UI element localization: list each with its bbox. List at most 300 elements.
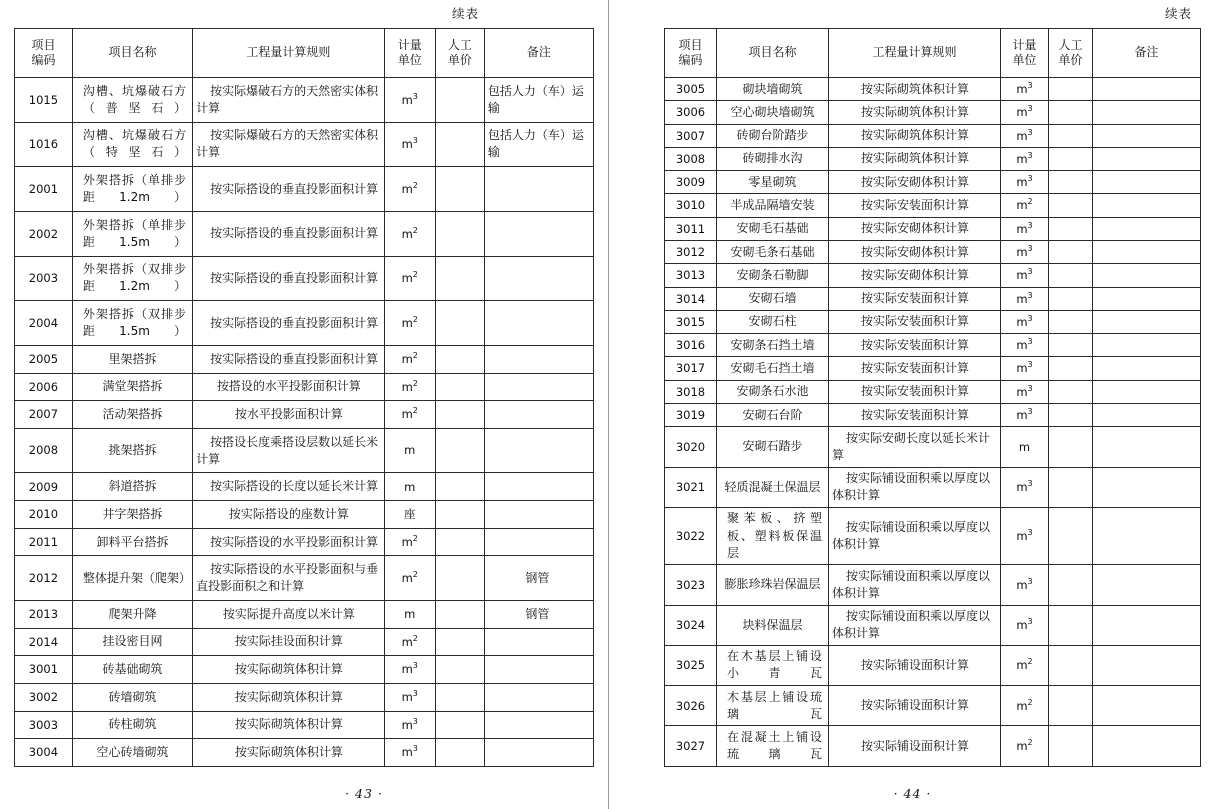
cell-labor-price (1049, 605, 1093, 645)
col-header-project-code-line2: 编码 (678, 53, 703, 67)
cell-project-code: 3002 (15, 683, 73, 711)
col-header-labor-price (1049, 29, 1093, 78)
cell-labor-price (435, 301, 484, 346)
cell-unit: $m^2$ (384, 256, 435, 301)
cell-project-code: 2009 (15, 473, 73, 501)
table-row (15, 473, 594, 501)
cell-project-code: 3022 (665, 507, 717, 564)
unit-exponent: 3 (1027, 528, 1033, 538)
unit-exponent: 3 (412, 91, 418, 101)
cell-unit: $m^2$ (384, 528, 435, 556)
table-row (665, 147, 1201, 170)
table-row (665, 686, 1201, 726)
cell-labor-price (1049, 357, 1093, 380)
table-row (665, 507, 1201, 564)
cell-unit: $m^3$ (1001, 605, 1049, 645)
cell-project-name: 斜道搭拆 (72, 473, 192, 501)
cell-project-code: 3018 (665, 380, 717, 403)
cell-labor-price (435, 122, 484, 167)
table-row (665, 124, 1201, 147)
cell-calculation-rule: 按实际爆破石方的天然密实体积计算 (193, 78, 385, 123)
cell-unit: $m^3$ (1001, 147, 1049, 170)
cell-project-name: 活动架搭拆 (72, 401, 192, 429)
table-body-right (665, 78, 1201, 767)
cell-calculation-rule: 按实际爆破石方的天然密实体积计算 (193, 122, 385, 167)
cell-remark (484, 345, 593, 373)
cell-project-name: 砖砌排水沟 (717, 147, 829, 170)
col-header-unit (384, 29, 435, 78)
cell-project-code: 3025 (665, 645, 717, 685)
cell-project-name: 外架搭拆（双排步距1.2m） (72, 256, 192, 301)
cell-unit: m (384, 428, 435, 473)
continued-table-label-right: 续表 (1164, 6, 1192, 21)
cell-unit: $m^2$ (1001, 194, 1049, 217)
cell-project-name: 安砌毛条石基础 (717, 240, 829, 263)
col-header-project-code-line1: 项目 (678, 38, 703, 52)
cell-labor-price (1049, 467, 1093, 507)
cell-project-code: 3004 (15, 739, 73, 767)
cell-unit: 座 (384, 501, 435, 529)
cell-remark (1093, 287, 1201, 310)
cell-project-name: 砖基础砌筑 (72, 656, 192, 684)
cell-remark (1093, 467, 1201, 507)
cell-unit: $m^3$ (1001, 78, 1049, 101)
cell-calculation-rule: 按实际安砌长度以延长米计算 (829, 427, 1001, 467)
unit-exponent: 3 (1027, 150, 1033, 160)
cell-labor-price (1049, 240, 1093, 263)
unit-exponent: 3 (1027, 313, 1033, 323)
cell-project-name: 砌块墙砌筑 (717, 78, 829, 101)
cell-calculation-rule: 按实际铺设面积乘以厚度以体积计算 (829, 507, 1001, 564)
cell-project-name: 零星砌筑 (717, 171, 829, 194)
cell-labor-price (1049, 310, 1093, 333)
cell-project-code: 3009 (665, 171, 717, 194)
cell-remark (1093, 101, 1201, 124)
cell-remark (1093, 565, 1201, 605)
table-row (15, 428, 594, 473)
cell-calculation-rule: 按搭设长度乘搭设层数以延长米计算 (193, 428, 385, 473)
table-row (665, 726, 1201, 766)
cell-unit: $m^3$ (1001, 403, 1049, 426)
cell-project-code: 3006 (665, 101, 717, 124)
unit-exponent: 3 (1027, 267, 1033, 277)
table-row (665, 310, 1201, 333)
col-header-project-code-line2: 编码 (31, 53, 56, 67)
table-row (15, 656, 594, 684)
cell-calculation-rule: 按水平投影面积计算 (193, 401, 385, 429)
cell-unit: $m^3$ (1001, 467, 1049, 507)
cell-project-code: 3011 (665, 217, 717, 240)
cell-project-name: 安砌石墙 (717, 287, 829, 310)
cell-remark (1093, 357, 1201, 380)
cell-calculation-rule: 按实际安装面积计算 (829, 310, 1001, 333)
cell-calculation-rule: 按实际砌筑体积计算 (193, 739, 385, 767)
unit-exponent: 3 (1027, 576, 1033, 586)
table-row (15, 122, 594, 167)
cell-calculation-rule: 按实际砌筑体积计算 (193, 683, 385, 711)
cell-project-code: 2004 (15, 301, 73, 346)
cell-calculation-rule: 按实际安砌体积计算 (829, 171, 1001, 194)
cell-calculation-rule: 按实际铺设面积计算 (829, 645, 1001, 685)
cell-calculation-rule: 按实际搭设的水平投影面积计算 (193, 528, 385, 556)
cell-calculation-rule: 按实际安砌体积计算 (829, 240, 1001, 263)
table-row (665, 467, 1201, 507)
cell-unit: $m^3$ (1001, 124, 1049, 147)
cell-labor-price (435, 211, 484, 256)
cell-project-name: 满堂架搭拆 (72, 373, 192, 401)
cell-labor-price (1049, 171, 1093, 194)
cell-remark: 钢管 (484, 556, 593, 601)
cell-project-code: 3001 (15, 656, 73, 684)
unit-exponent: 3 (1027, 127, 1033, 137)
cell-project-code: 2007 (15, 401, 73, 429)
cell-project-name: 沟槽、坑爆破石方（特坚石） (72, 122, 192, 167)
cell-project-name: 块料保温层 (717, 605, 829, 645)
table-row (15, 373, 594, 401)
col-header-remark: 备注 (484, 29, 593, 78)
cell-project-code: 3008 (665, 147, 717, 170)
cell-unit: $m^3$ (384, 739, 435, 767)
cell-project-name: 安砌石台阶 (717, 403, 829, 426)
cell-labor-price (1049, 124, 1093, 147)
quantity-rules-table-left (14, 28, 594, 767)
cell-project-code: 2003 (15, 256, 73, 301)
col-header-unit-line2: 单位 (1012, 53, 1037, 67)
cell-unit: $m^2$ (384, 373, 435, 401)
cell-project-code: 3017 (665, 357, 717, 380)
cell-project-code: 2005 (15, 345, 73, 373)
cell-calculation-rule: 按实际搭设的座数计算 (193, 501, 385, 529)
table-row (665, 101, 1201, 124)
table-row (15, 683, 594, 711)
cell-labor-price (435, 473, 484, 501)
table-row (665, 403, 1201, 426)
cell-project-name: 外架搭拆（双排步距1.5m） (72, 301, 192, 346)
unit-exponent: 2 (412, 270, 418, 280)
unit-exponent: 2 (412, 534, 418, 544)
cell-calculation-rule: 按实际砌筑体积计算 (829, 101, 1001, 124)
table-row (15, 556, 594, 601)
continued-table-label-left: 续表 (451, 6, 479, 21)
cell-labor-price (1049, 217, 1093, 240)
unit-exponent: 3 (1027, 104, 1033, 114)
unit-exponent: 3 (412, 689, 418, 699)
cell-calculation-rule: 按实际搭设的垂直投影面积计算 (193, 256, 385, 301)
cell-unit: $m^2$ (384, 345, 435, 373)
table-row (665, 427, 1201, 467)
cell-project-name: 爬架升降 (72, 601, 192, 629)
cell-remark (1093, 334, 1201, 357)
cell-remark (484, 211, 593, 256)
cell-unit: $m^2$ (384, 401, 435, 429)
cell-unit: $m^2$ (384, 556, 435, 601)
col-header-unit-line1: 计量 (1012, 38, 1037, 52)
cell-remark (484, 473, 593, 501)
table-row (665, 78, 1201, 101)
cell-labor-price (1049, 101, 1093, 124)
unit-exponent: 3 (1027, 337, 1033, 347)
cell-project-name: 半成品隔墙安装 (717, 194, 829, 217)
cell-labor-price (435, 401, 484, 429)
table-row (15, 501, 594, 529)
cell-unit: $m^3$ (1001, 101, 1049, 124)
cell-project-name: 轻质混凝土保温层 (717, 467, 829, 507)
page-left (0, 0, 608, 809)
cell-labor-price (435, 628, 484, 656)
cell-remark (484, 739, 593, 767)
col-header-project-code-line1: 项目 (31, 38, 56, 52)
unit-exponent: 2 (412, 351, 418, 361)
cell-unit: $m^3$ (384, 683, 435, 711)
table-row (15, 628, 594, 656)
cell-unit: $m^2$ (384, 167, 435, 212)
cell-unit: $m^2$ (384, 301, 435, 346)
col-header-unit (1001, 29, 1049, 78)
cell-project-code: 3027 (665, 726, 717, 766)
table-row (665, 645, 1201, 685)
cell-calculation-rule: 按实际铺设面积乘以厚度以体积计算 (829, 605, 1001, 645)
cell-calculation-rule: 按实际砌筑体积计算 (193, 656, 385, 684)
cell-remark (1093, 147, 1201, 170)
cell-project-code: 3015 (665, 310, 717, 333)
cell-unit: $m^2$ (384, 211, 435, 256)
unit-exponent: 3 (1027, 383, 1033, 393)
table-row (15, 167, 594, 212)
cell-remark (1093, 217, 1201, 240)
cell-calculation-rule: 按实际安装面积计算 (829, 380, 1001, 403)
table-row (665, 380, 1201, 403)
col-header-project-code (665, 29, 717, 78)
cell-labor-price (435, 601, 484, 629)
cell-remark (1093, 380, 1201, 403)
cell-project-code: 3012 (665, 240, 717, 263)
cell-project-name: 空心砌块墙砌筑 (717, 101, 829, 124)
table-body-left (15, 78, 594, 767)
cell-project-code: 3023 (665, 565, 717, 605)
cell-calculation-rule: 按实际搭设的水平投影面积与垂直投影面积之和计算 (193, 556, 385, 601)
cell-project-name: 安砌毛石挡土墙 (717, 357, 829, 380)
col-header-labor-price-line2: 单价 (1058, 53, 1083, 67)
col-header-unit-line2: 单位 (397, 53, 422, 67)
cell-calculation-rule: 按实际安装面积计算 (829, 287, 1001, 310)
cell-calculation-rule: 按实际铺设面积计算 (829, 726, 1001, 766)
cell-project-code: 2012 (15, 556, 73, 601)
unit-exponent: 3 (1027, 407, 1033, 417)
cell-project-name: 安砌石柱 (717, 310, 829, 333)
cell-unit: $m^3$ (1001, 357, 1049, 380)
quantity-rules-table-right (664, 28, 1201, 767)
cell-unit: $m^3$ (1001, 171, 1049, 194)
cell-calculation-rule: 按实际铺设面积乘以厚度以体积计算 (829, 565, 1001, 605)
cell-project-code: 2001 (15, 167, 73, 212)
cell-project-name: 沟槽、坑爆破石方（普坚石） (72, 78, 192, 123)
col-header-unit-line1: 计量 (397, 38, 422, 52)
cell-labor-price (435, 345, 484, 373)
cell-calculation-rule: 按实际砌筑体积计算 (829, 78, 1001, 101)
cell-project-code: 1015 (15, 78, 73, 123)
unit-exponent: 3 (1027, 81, 1033, 91)
table-row (665, 565, 1201, 605)
cell-project-code: 3003 (15, 711, 73, 739)
cell-unit: $m^2$ (384, 628, 435, 656)
table-row (15, 528, 594, 556)
table-row (665, 334, 1201, 357)
cell-labor-price (1049, 565, 1093, 605)
cell-labor-price (435, 256, 484, 301)
cell-calculation-rule: 按实际提升高度以米计算 (193, 601, 385, 629)
unit-exponent: 2 (1027, 697, 1033, 707)
col-header-remark: 备注 (1093, 29, 1201, 78)
unit-exponent: 3 (412, 744, 418, 754)
unit-exponent: 2 (412, 570, 418, 580)
unit-exponent: 3 (1027, 174, 1033, 184)
cell-project-code: 3026 (665, 686, 717, 726)
cell-project-name: 砖砌台阶踏步 (717, 124, 829, 147)
table-row (665, 171, 1201, 194)
table-row (665, 194, 1201, 217)
cell-remark (1093, 507, 1201, 564)
cell-unit: $m^3$ (1001, 217, 1049, 240)
cell-unit: $m^3$ (1001, 565, 1049, 605)
cell-unit: $m^3$ (1001, 380, 1049, 403)
cell-unit: $m^2$ (1001, 645, 1049, 685)
cell-project-code: 3007 (665, 124, 717, 147)
cell-project-name: 外架搭拆（单排步距1.2m） (72, 167, 192, 212)
cell-calculation-rule: 按实际安砌体积计算 (829, 264, 1001, 287)
cell-calculation-rule: 按实际安装面积计算 (829, 194, 1001, 217)
table-row (15, 345, 594, 373)
cell-labor-price (435, 167, 484, 212)
cell-unit: m (384, 601, 435, 629)
table-row (15, 739, 594, 767)
col-header-project-name: 项目名称 (717, 29, 829, 78)
cell-labor-price (1049, 380, 1093, 403)
unit-exponent: 3 (412, 716, 418, 726)
cell-project-code: 3024 (665, 605, 717, 645)
cell-labor-price (435, 656, 484, 684)
page-right (608, 0, 1217, 809)
cell-calculation-rule: 按实际搭设的垂直投影面积计算 (193, 301, 385, 346)
cell-unit: $m^3$ (384, 711, 435, 739)
cell-project-code: 3021 (665, 467, 717, 507)
unit-exponent: 3 (1027, 360, 1033, 370)
cell-unit: $m^2$ (1001, 686, 1049, 726)
cell-remark (1093, 645, 1201, 685)
cell-project-name: 安砌石踏步 (717, 427, 829, 467)
cell-unit: $m^3$ (1001, 240, 1049, 263)
unit-exponent: 2 (1027, 657, 1033, 667)
cell-project-code: 2014 (15, 628, 73, 656)
cell-project-name: 安砌条石水池 (717, 380, 829, 403)
cell-remark (1093, 240, 1201, 263)
cell-labor-price (1049, 507, 1093, 564)
cell-labor-price (435, 428, 484, 473)
cell-remark (484, 501, 593, 529)
cell-calculation-rule: 按实际搭设的长度以延长米计算 (193, 473, 385, 501)
cell-project-code: 2011 (15, 528, 73, 556)
page-number-right: · 44 · (893, 786, 932, 801)
table-row (665, 605, 1201, 645)
cell-project-name: 安砌条石勒脚 (717, 264, 829, 287)
cell-project-code: 3016 (665, 334, 717, 357)
unit-exponent: 2 (412, 225, 418, 235)
cell-remark: 钢管 (484, 601, 593, 629)
cell-project-code: 2008 (15, 428, 73, 473)
cell-project-name: 挑架搭拆 (72, 428, 192, 473)
col-header-project-name: 项目名称 (72, 29, 192, 78)
cell-remark (1093, 264, 1201, 287)
cell-labor-price (435, 528, 484, 556)
cell-calculation-rule: 按实际安砌体积计算 (829, 217, 1001, 240)
unit-exponent: 2 (412, 633, 418, 643)
table-row (15, 211, 594, 256)
cell-unit: $m^3$ (1001, 264, 1049, 287)
cell-unit: $m^3$ (384, 122, 435, 167)
cell-labor-price (1049, 147, 1093, 170)
cell-labor-price (1049, 427, 1093, 467)
cell-remark (484, 428, 593, 473)
cell-calculation-rule: 按搭设的水平投影面积计算 (193, 373, 385, 401)
cell-remark (1093, 403, 1201, 426)
cell-remark (484, 373, 593, 401)
cell-calculation-rule: 按实际铺设面积乘以厚度以体积计算 (829, 467, 1001, 507)
unit-exponent: 3 (1027, 479, 1033, 489)
cell-calculation-rule: 按实际安装面积计算 (829, 403, 1001, 426)
cell-project-name: 井字架搭拆 (72, 501, 192, 529)
unit-exponent: 3 (412, 661, 418, 671)
cell-labor-price (435, 711, 484, 739)
col-header-project-code (15, 29, 73, 78)
cell-labor-price (1049, 194, 1093, 217)
cell-labor-price (1049, 403, 1093, 426)
cell-unit: m (1001, 427, 1049, 467)
cell-remark (484, 167, 593, 212)
unit-exponent: 2 (412, 181, 418, 191)
unit-exponent: 3 (1027, 617, 1033, 627)
cell-remark (484, 301, 593, 346)
table-row (15, 711, 594, 739)
cell-labor-price (1049, 686, 1093, 726)
table-row (665, 287, 1201, 310)
cell-labor-price (435, 501, 484, 529)
cell-project-code: 1016 (15, 122, 73, 167)
unit-exponent: 2 (412, 378, 418, 388)
table-row (665, 357, 1201, 380)
cell-project-code: 3014 (665, 287, 717, 310)
cell-project-name: 砖墙砌筑 (72, 683, 192, 711)
cell-remark (1093, 427, 1201, 467)
cell-labor-price (1049, 645, 1093, 685)
cell-project-name: 里架搭拆 (72, 345, 192, 373)
cell-remark (1093, 726, 1201, 766)
cell-calculation-rule: 按实际砌筑体积计算 (829, 124, 1001, 147)
unit-exponent: 3 (1027, 290, 1033, 300)
cell-remark (1093, 124, 1201, 147)
cell-remark (1093, 686, 1201, 726)
cell-labor-price (1049, 334, 1093, 357)
cell-project-name: 卸料平台搭拆 (72, 528, 192, 556)
cell-project-name: 整体提升架（爬架） (72, 556, 192, 601)
cell-project-code: 3013 (665, 264, 717, 287)
unit-exponent: 2 (412, 406, 418, 416)
cell-project-name: 木基层上铺设琉璃瓦 (717, 686, 829, 726)
table-row (15, 78, 594, 123)
cell-remark (1093, 605, 1201, 645)
cell-remark (484, 628, 593, 656)
col-header-labor-price-line2: 单价 (447, 53, 472, 67)
cell-project-name: 在混凝土上铺设琉璃瓦 (717, 726, 829, 766)
cell-unit: $m^3$ (384, 656, 435, 684)
